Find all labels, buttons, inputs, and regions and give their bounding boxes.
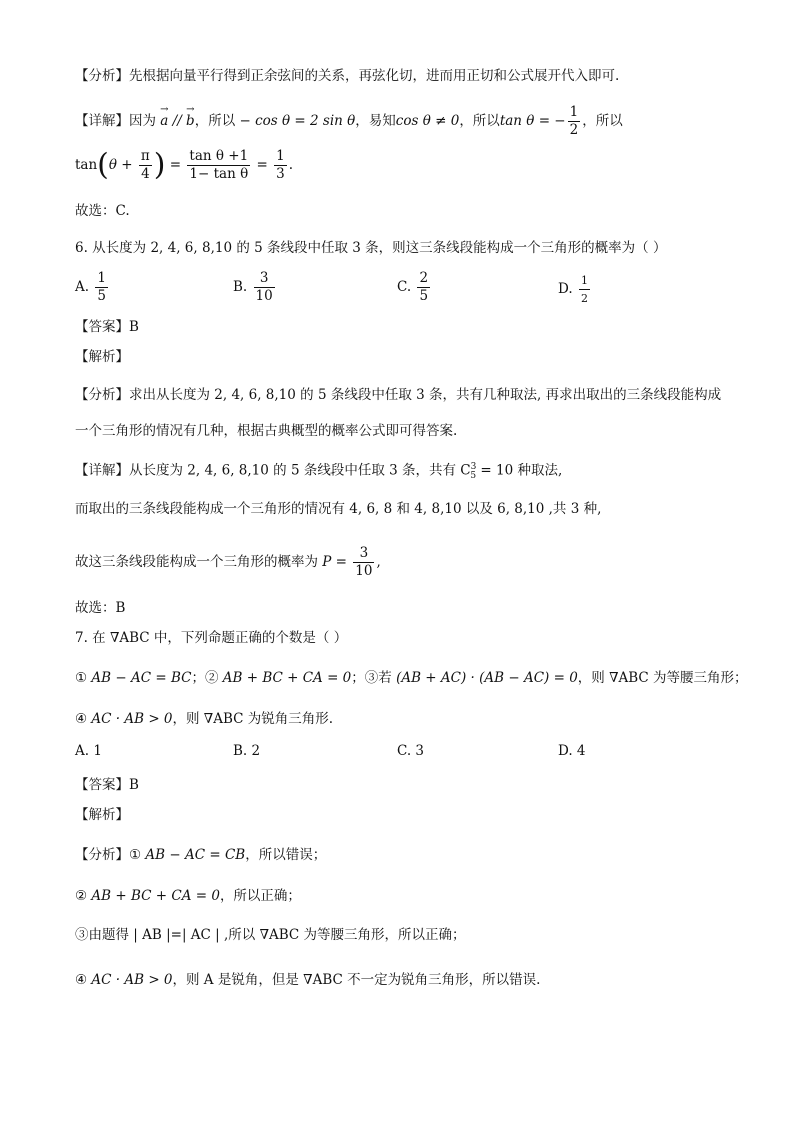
prop-3: (AB + AC) · (AB − AC) = 0 [396,670,578,686]
prop-1: AB − AC = BC [91,670,192,686]
q5-detail-text: ，所以 [582,113,623,129]
vector-b: → b [186,111,195,131]
q5-equation: tan θ = − [499,113,566,129]
p-label: P = [322,554,352,570]
frac-num: 3 [254,270,275,288]
q7-analysis-4 [75,970,540,990]
option-label: A. [75,279,90,295]
analysis-tail: ，则 A 是锐角，但是 ∇ABC 不一定为锐角三角形，所以错误. [172,972,541,988]
vector-a: → a [160,111,168,131]
prop-mark: ② [75,888,88,904]
q6-detail-l2: 而取出的三条线段能构成一个三角形的情况有 4, 6, 8 和 4, 8,10 以及 6, 8,10 ,共 3 种, [75,501,602,517]
analysis-tag: 【分析】 [75,847,129,863]
analysis-tag: 【分析】 [75,68,129,84]
q6-analysis-l2: 一个三角形的情况有几种，根据古典概型的概率公式即可得答案. [75,423,458,439]
prop-2: AB + BC + CA = 0 [222,670,352,686]
q7-option-b: B. 2 [233,743,261,759]
q7-analysis-2 [75,886,301,906]
q7-analysis-3: ③由题得 | AB |=| AC | ,所以 ∇ABC 为等腰三角形，所以正确； [75,927,466,943]
frac-num: π [140,148,150,164]
q6-detail-l1 [75,457,562,486]
frac-num: tan θ +1 [189,148,249,164]
option-fraction [579,272,590,307]
frac-num: 1 [276,148,285,164]
option-label: C. [397,279,412,295]
q5-analysis-text: 先根据向量平行得到正余弦间的关系，再弦化切，进而用正切和公式展开代入即可. [129,68,620,84]
answer-value: B [129,319,139,335]
right-paren: ) [153,147,166,183]
analysis-tail: ，所以错误； [245,847,327,863]
analysis-tail: ，所以正确； [219,888,301,904]
q5-detail-text: ，所以 [459,113,500,129]
prop-tail: ，则 ∇ABC 为锐角三角形. [172,711,334,727]
comb-sup: 3 [470,462,477,472]
analysis-text: 求出从长度为 2, 4, 6, 8,10 的 5 条线段中任取 3 条，共有几种取法, 再求出取出的三条线段能构成 [129,387,722,403]
option-fraction [254,270,275,305]
q5-equation: − cos θ = 2 sin θ [235,113,356,129]
q5-choose: 故选：C. [75,203,130,219]
q5-analysis-line [75,66,619,86]
q6-answer [75,317,139,337]
explain-tag: 【解析】 [75,349,129,365]
option-fraction [95,270,108,305]
q6-stem: 6. 从长度为 2, 4, 6, 8,10 的 5 条线段中任取 3 条，则这三条线段能构成一个三角形的概率为（ ） [75,240,667,256]
analysis-eq: AB + BC + CA = 0 [91,888,220,904]
prop-mark: ① [129,847,142,863]
frac-den: 3 [276,166,285,182]
analysis-tag: 【分析】 [75,387,129,403]
prop-mark: ；② [191,670,219,686]
q6-option-d [558,272,592,307]
p-fraction [353,545,374,580]
prop-mark: ④ [75,972,88,988]
frac-den: 2 [569,122,579,138]
frac-den: 10 [255,288,273,304]
q7-stem: 7. 在 ∇ABC 中，下列命题正确的个数是（ ） [75,630,348,646]
q6-option-c [397,270,432,305]
answer-tag: 【答案】 [75,319,129,335]
q7-option-c: C. 3 [397,743,425,759]
frac-den: 1− tan θ [189,166,249,182]
option-fraction [417,270,430,305]
q7-explain-tag [75,805,129,825]
q6-analysis-l1 [75,385,721,405]
q6-detail-l3 [75,545,381,580]
equals-sign: = [252,157,273,173]
prop-tail: ，则 ∇ABC 为等腰三角形； [577,670,748,686]
q5-equation: cos θ ≠ 0 [395,113,460,129]
q7-answer [75,775,139,795]
prop-4: AC · AB > 0 [91,711,173,727]
q5-detail-text: ，所以 [194,113,236,129]
q6-option-b [233,270,277,305]
theta-plus: θ + [108,157,137,173]
end-comma: , [376,554,381,570]
parallel-symbol: // [168,113,187,129]
frac-den: 10 [355,563,373,579]
frac-num: 1 [569,104,579,120]
frac-num: 1 [97,270,106,286]
comb-sub: 5 [470,471,477,482]
q5-detail-line [75,104,623,139]
analysis-eq: AB − AC = CB [145,847,246,863]
option-label: B. [233,279,248,295]
detail-text: 从长度为 2, 4, 6, 8,10 的 5 条线段中任取 3 条，共有 C [129,462,471,479]
answer-value: B [129,777,139,793]
fraction-half [568,104,581,139]
frac-den: 5 [97,288,106,304]
frac-den: 4 [141,166,150,182]
detail-text: = 10 种取法, [476,462,563,479]
option-label: D. [558,281,573,297]
detail-text: 故这三条线段能构成一个三角形的概率为 [75,554,323,570]
q7-propositions-1 [75,668,748,688]
explain-tag: 【解析】 [75,807,129,823]
detail-tag: 【详解】 [75,113,129,129]
frac-den: 2 [580,292,588,305]
q5-detail-text: 因为 [129,113,156,129]
fraction-pi-4 [139,148,152,183]
equals-sign: = [165,157,186,173]
answer-tag: 【答案】 [75,777,129,793]
fraction-third [274,148,287,183]
q7-propositions-2 [75,709,333,729]
frac-den: 5 [419,288,429,304]
end-dot: . [288,157,293,173]
frac-num: 3 [353,545,374,563]
q7-analysis-1 [75,845,326,865]
prop-mark: ；③若 [351,670,392,686]
analysis-eq: AC · AB > 0 [91,972,173,988]
q5-tan-formula [75,148,293,183]
frac-num: 1 [579,272,590,290]
q6-choose: 故选：B [75,600,126,616]
prop-mark: ① [75,670,88,686]
left-paren: ( [97,147,109,183]
q7-option-a: A. 1 [75,743,102,759]
detail-tag: 【详解】 [75,462,129,479]
q6-explain-tag [75,347,129,367]
tan-label: tan [75,157,98,173]
frac-num: 2 [419,270,429,286]
q7-option-d: D. 4 [558,743,586,759]
q5-detail-text: ，易知 [355,113,396,129]
q6-option-a [75,270,110,305]
prop-mark: ④ [75,711,88,727]
fraction-tan [187,148,250,183]
